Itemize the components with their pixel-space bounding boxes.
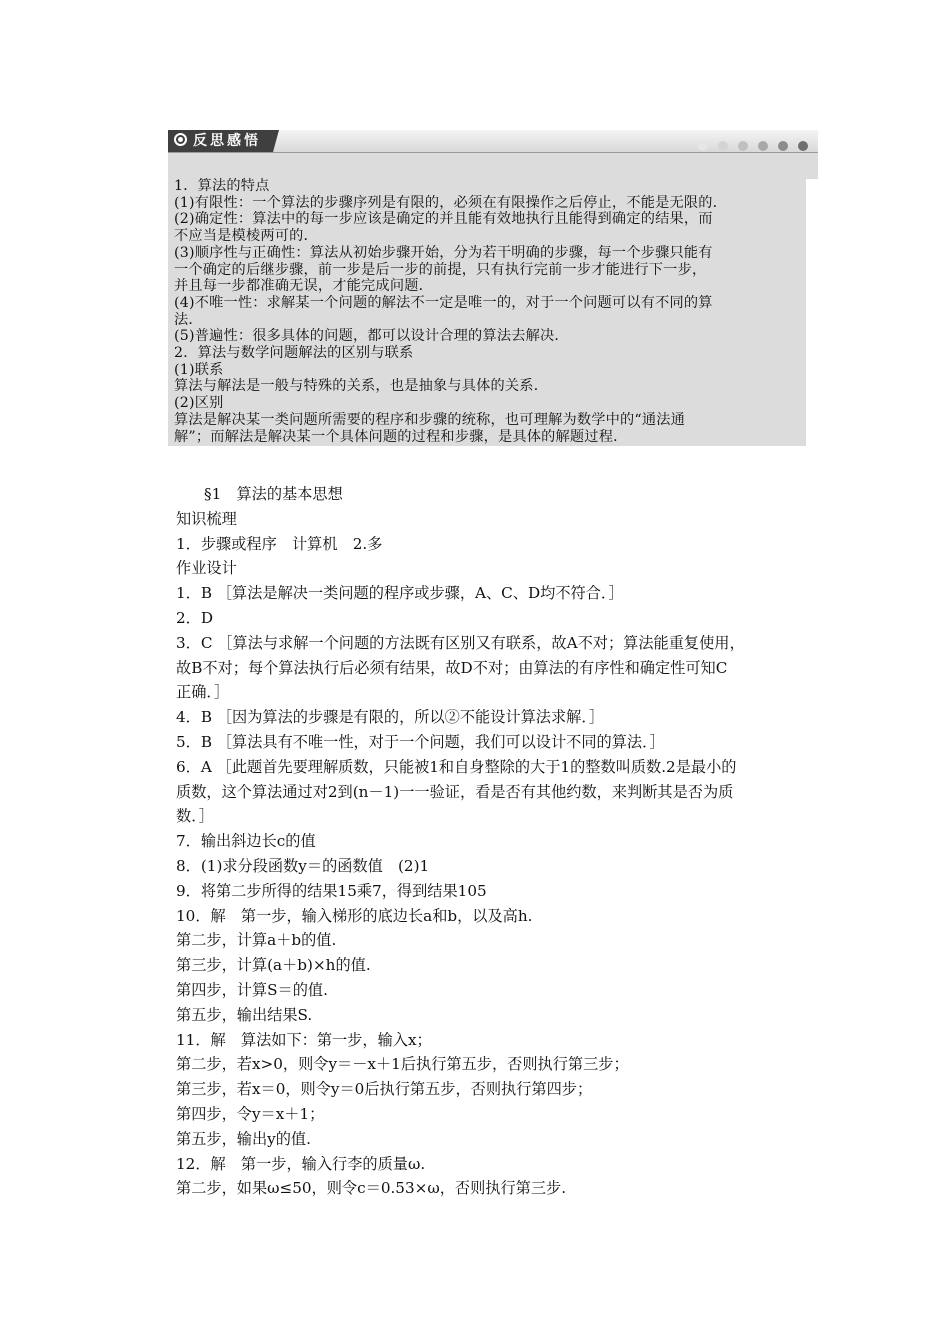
banner-title: 反思感悟: [193, 133, 261, 149]
summary-box: [168, 178, 806, 446]
summary-line: (3)顺序性与正确性：算法从初始步骤开始，分为若干明确的步骤，每一个步骤只能有: [174, 244, 713, 261]
banner-dot-icon: [718, 141, 728, 151]
answer-line: 第五步，输出y的值.: [176, 1129, 311, 1148]
answer-line: 数．］: [176, 807, 214, 826]
answer-line: 3．C ［算法与求解一个问题的方法既有区别又有联系，故A不对；算法能重复使用，: [176, 633, 745, 652]
banner-dot-icon: [798, 141, 808, 151]
answer-line: 第三步，若x＝0，则令y＝0后执行第五步，否则执行第四步；: [176, 1080, 593, 1099]
answer-line: 第二步，计算a＋b的值.: [176, 931, 337, 950]
answer-line: 第二步，如果ω≤50，则令c＝0.53×ω，否则执行第三步.: [176, 1179, 567, 1198]
answer-line: 5．B ［算法具有不唯一性，对于一个问题，我们可以设计不同的算法．］: [176, 732, 665, 751]
answer-line: 4．B ［因为算法的步骤是有限的，所以②不能设计算法求解．］: [176, 708, 605, 727]
summary-line: (2)区别: [174, 395, 224, 412]
summary-line: 一个确定的后继步骤，前一步是后一步的前提，只有执行完前一步才能进行下一步，: [174, 261, 707, 278]
answer-line: 第二步，若x>0，则令y＝－x＋1后执行第五步，否则执行第三步；: [176, 1055, 629, 1074]
summary-line: (5)普遍性：很多具体的问题，都可以设计合理的算法去解决．: [174, 328, 569, 345]
banner-dot-icon: [698, 141, 708, 151]
summary-line: 算法与解法是一般与特殊的关系，也是抽象与具体的关系．: [174, 378, 549, 395]
summary-line: (2)确定性：算法中的每一步应该是确定的并且能有效地执行且能得到确定的结果，而: [174, 211, 713, 228]
summary-line: 解”；而解法是解决某一个具体问题的过程和步骤，是具体的解题过程．: [174, 428, 628, 445]
banner-tab: [168, 130, 273, 152]
answers-section: [176, 482, 816, 1201]
answer-line: 1．步骤或程序 计算机 2.多: [176, 534, 383, 553]
summary-line: (1)联系: [174, 361, 224, 378]
answer-line: 2．D: [176, 608, 214, 627]
answer-line: 第五步，输出结果S.: [176, 1005, 313, 1024]
banner-dot-icon: [738, 141, 748, 151]
answer-line: 11．解 算法如下：第一步，输入x；: [176, 1030, 432, 1049]
answer-line: 第三步，计算(a＋b)×h的值.: [176, 956, 371, 975]
banner-dot-icon: [778, 141, 788, 151]
summary-line: 不应当是模棱两可的．: [174, 228, 318, 245]
summary-line: 1．算法的特点: [174, 178, 270, 194]
answer-line: 正确．］: [176, 683, 230, 702]
banner-tab-tail: [273, 130, 279, 152]
summary-line: 算法是解决某一类问题所需要的程序和步骤的统称，也可理解为数学中的“通法通: [174, 411, 686, 428]
answer-line: 1．B ［算法是解决一类问题的程序或步骤，A、C、D均不符合．］: [176, 584, 624, 603]
banner-dots: [688, 136, 808, 146]
summary-line: 2．算法与数学问题解法的区别与联系: [174, 345, 414, 362]
answer-line: 知识梳理: [176, 509, 237, 528]
answer-line: 9．将第二步所得的结果15乘7，得到结果105: [176, 881, 487, 900]
summary-line: (4)不唯一性：求解某一个问题的解法不一定是唯一的，对于一个问题可以有不同的算: [174, 294, 713, 311]
target-icon: [174, 133, 187, 146]
answer-line: 故B不对；每个算法执行后必须有结果，故D不对；由算法的有序性和确定性可知C: [176, 658, 728, 677]
section-title: §1 算法的基本思想: [204, 485, 343, 503]
answer-line: 8．(1)求分段函数y＝的函数值 (2)1: [176, 856, 430, 875]
reflection-banner: [168, 130, 818, 178]
answer-line: 6．A ［此题首先要理解质数，只能被1和自身整除的大于1的整数叫质数.2是最小的: [176, 757, 737, 776]
answer-line: 第四步，令y＝x＋1；: [176, 1104, 325, 1123]
summary-line: (1)有限性：一个算法的步骤序列是有限的，必须在有限操作之后停止，不能是无限的．: [174, 194, 728, 211]
answer-line: 质数，这个算法通过对2到(n－1)一一验证，看是否有其他约数，来判断其是否为质: [176, 782, 734, 801]
banner-dot-icon: [758, 141, 768, 151]
answer-line: 作业设计: [176, 559, 237, 578]
answer-line: 第四步，计算S＝的值.: [176, 980, 328, 999]
summary-line: 法．: [174, 311, 203, 328]
answer-line: 12．解 第一步，输入行李的质量ω.: [176, 1154, 426, 1173]
answer-line: 7．输出斜边长c的值: [176, 832, 316, 851]
banner-rule: [168, 152, 818, 179]
answer-line: 10．解 第一步，输入梯形的底边长a和b，以及高h.: [176, 906, 533, 925]
summary-line: 并且每一步都准确无误，才能完成问题．: [174, 278, 433, 295]
